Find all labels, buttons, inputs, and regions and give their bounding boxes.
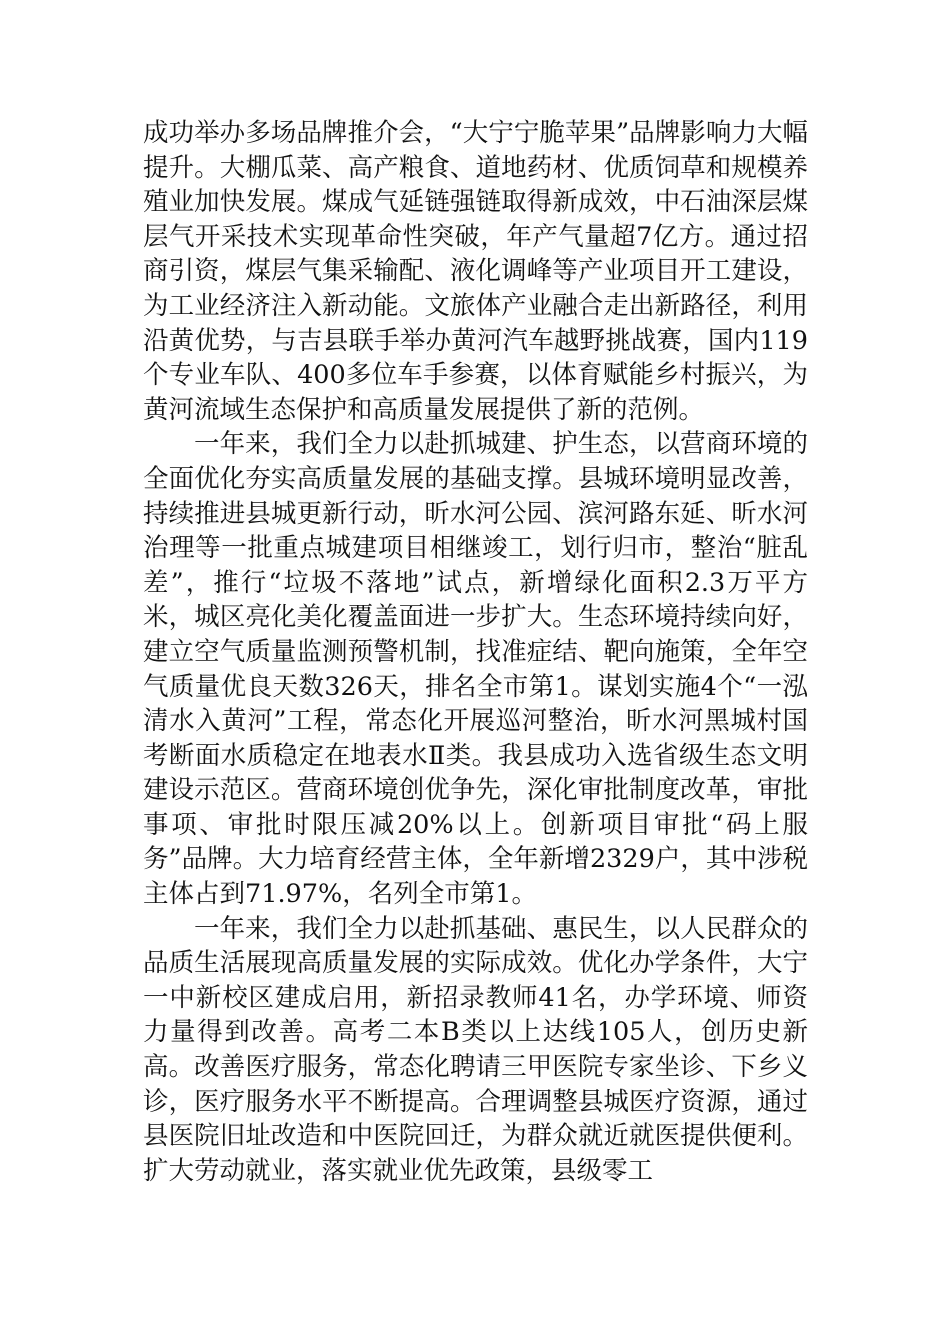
paragraph-2: 一年来，我们全力以赴抓城建、护生态，以营商环境的全面优化夯实高质量发展的基础支撑。县城环境明显改善，持续推进县城更新行动，昕水河公园、滨河路东延、昕水河治理等一批重点城建项目相继竣工，划行归市，整治“脏乱差”，推行“垃圾不落地”试点，新增绿化面积2.3万平方米，城区亮化美化覆盖面进一步扩大。生态环境持续向好，建立空气质量监测预警机制，找准症结、靶向施策，全年空气质量优良天数326天，排名全市第1。谋划实施4个“一泓清水入黄河”工程，常态化开展巡河整治，昕水河黑城村国考断面水质稳定在地表水Ⅱ类。我县成功入选省级生态文明建设示范区。营商环境创优争先，深化审批制度改革，审批事项、审批时限压减20%以上。创新项目审批“码上服务”品牌。大力培育经营主体，全年新增2329户，其中涉税主体占到71.97%，名列全市第1。	[143, 429, 808, 910]
document-body	[143, 116, 808, 1188]
paragraph-3: 一年来，我们全力以赴抓基础、惠民生，以人民群众的品质生活展现高质量发展的实际成效。优化办学条件，大宁一中新校区建成启用，新招录教师41名，办学环境、师资力量得到改善。高考二本B类以上达线105人，创历史新高。改善医疗服务，常态化聘请三甲医院专家坐诊、下乡义诊，医疗服务水平不断提高。合理调整县城医疗资源，通过县医院旧址改造和中医院回迁，为群众就近就医提供便利。扩大劳动就业，落实就业优先政策，县级零工	[143, 913, 808, 1186]
paragraph-1: 成功举办多场品牌推介会，“大宁宁脆苹果”品牌影响力大幅提升。大棚瓜菜、高产粮食、道地药材、优质饲草和规模养殖业加快发展。煤成气延链强链取得新成效，中石油深层煤层气开采技术实现革命性突破，年产气量超7亿方。通过招商引资，煤层气集采输配、液化调峰等产业项目开工建设，为工业经济注入新动能。文旅体产业融合走出新路径，利用沿黄优势，与吉县联手举办黄河汽车越野挑战赛，国内119个专业车队、400多位车手参赛，以体育赋能乡村振兴，为黄河流域生态保护和高质量发展提供了新的范例。	[143, 118, 808, 425]
